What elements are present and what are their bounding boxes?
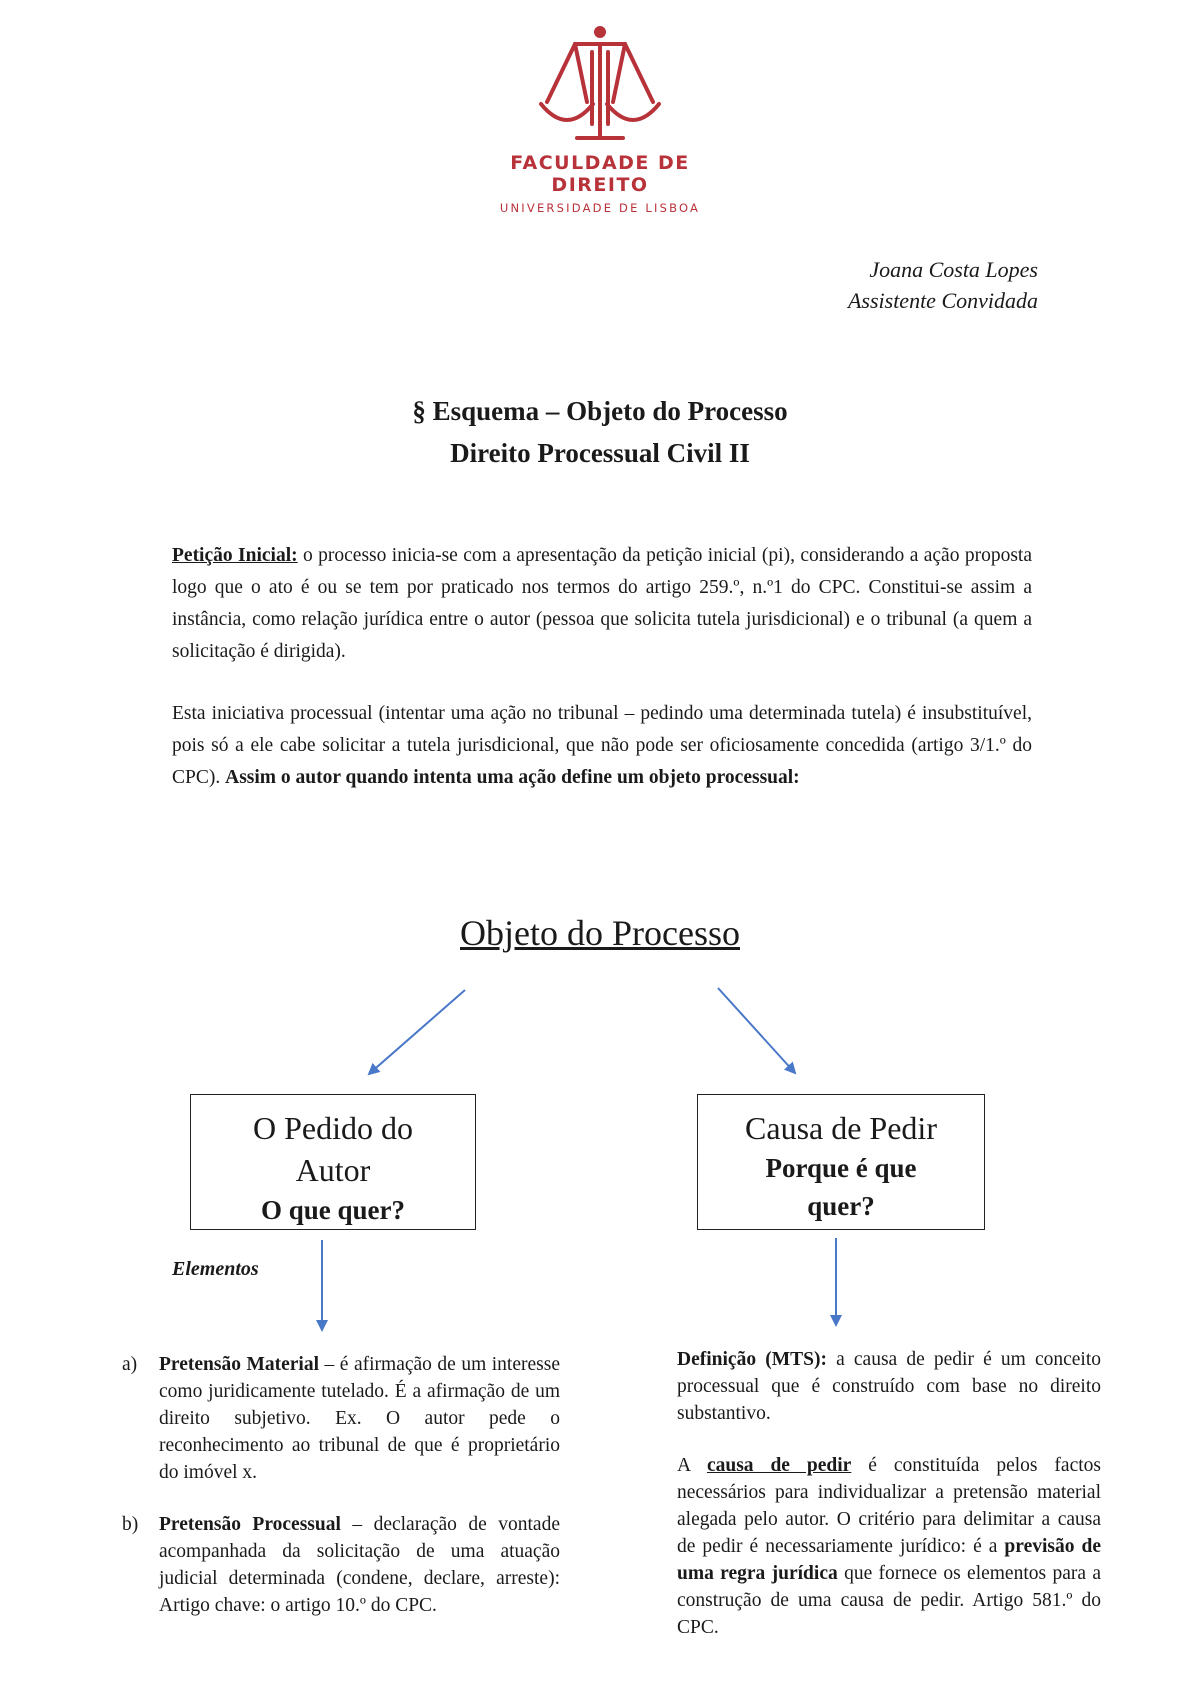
list-marker: a) bbox=[122, 1354, 138, 1375]
causa-p-end: que fornece os elementos para a construção de uma causa de pedir. Artigo 581.º do CPC. bbox=[677, 1563, 1101, 1638]
causa-box bbox=[697, 1094, 985, 1230]
causa-p-mid: é constituída pelos factos necessários para individualizar a pretensão material alegada pelo autor. O critério para delimitar a causa de pedir é necessariamente jurídico: é a bbox=[677, 1455, 1101, 1557]
initiative-text: Esta iniciativa processual (intentar uma ação no tribunal – pedindo uma determinada tutela) é insubstituível, pois só a ele cabe solicitar a tutela jurisdicional, que não pode ser oficiosamente concedida (artigo 3/1.º do CPC). bbox=[172, 703, 1032, 788]
initiative-bold: Assim o autor quando intenta uma ação define um objeto processual: bbox=[225, 767, 800, 788]
causa-question-2: quer? bbox=[807, 1191, 875, 1221]
causa-paragraph bbox=[677, 1452, 1101, 1641]
arrow-to-causa bbox=[718, 988, 795, 1073]
logo-subtitle: UNIVERSIDADE DE LISBOA bbox=[499, 201, 701, 215]
pedido-question: O que quer? bbox=[260, 1195, 406, 1225]
author-name: Joana Costa Lopes bbox=[869, 257, 1038, 282]
definition-label: Definição (MTS): bbox=[677, 1349, 827, 1370]
list-item-heading: Pretensão Material bbox=[159, 1354, 320, 1375]
causa-p-start: A bbox=[677, 1455, 707, 1476]
author-role: Assistente Convidada bbox=[847, 288, 1038, 313]
list-item-heading: Pretensão Processual bbox=[159, 1514, 341, 1535]
elementos-label: Elementos bbox=[172, 1258, 259, 1280]
diagram-title: Objeto do Processo bbox=[460, 913, 740, 953]
causa-definition bbox=[677, 1346, 1101, 1666]
pedido-title-2: Autor bbox=[295, 1152, 371, 1188]
elementos-list bbox=[122, 1351, 560, 1644]
logo-title: FACULDADE DE DIREITO bbox=[510, 152, 690, 196]
list-item-text: – declaração de vontade acompanhada da solicitação de uma atuação judicial determinada (condene, declare, arreste): Artigo chave: o artigo 10.º do CPC. bbox=[159, 1514, 560, 1616]
intro-text: o processo inicia-se com a apresentação da petição inicial (pi), considerando a ação proposta logo que o ato é ou se tem por praticado nos termos do artigo 259.º, n.º1 do CPC. Constitui-se assim a instância, como relação jurídica entre o autor (pessoa que solicita tutela jurisdicional) e o tribunal (a quem a solicitação é dirigida). bbox=[172, 545, 1033, 662]
intro-label: Petição Inicial: bbox=[172, 545, 298, 566]
list-item bbox=[122, 1511, 560, 1619]
list-item bbox=[122, 1351, 560, 1486]
list-item-text: – é afirmação de um interesse como juridicamente tutelado. É a afirmação de um direito subjetivo. Ex. O autor pede o reconhecimento ao tribunal de que é proprietário do imóvel x. bbox=[159, 1354, 560, 1483]
causa-term: causa de pedir bbox=[706, 1455, 852, 1476]
title-line-1: § Esquema – Objeto do Processo bbox=[412, 396, 788, 426]
title-line-2: Direito Processual Civil II bbox=[450, 438, 750, 468]
arrow-to-pedido bbox=[369, 990, 465, 1074]
pedido-title-1: O Pedido do bbox=[253, 1110, 413, 1146]
causa-emphasis: previsão de uma regra jurídica bbox=[677, 1536, 1102, 1584]
pedido-box bbox=[190, 1094, 476, 1230]
definition-text: a causa de pedir é um conceito processual que é construído com base no direito substantivo. bbox=[677, 1349, 1101, 1424]
causa-question-1: Porque é que bbox=[765, 1153, 917, 1183]
causa-title: Causa de Pedir bbox=[745, 1110, 937, 1146]
list-marker: b) bbox=[122, 1514, 139, 1535]
definition-paragraph bbox=[677, 1346, 1101, 1427]
